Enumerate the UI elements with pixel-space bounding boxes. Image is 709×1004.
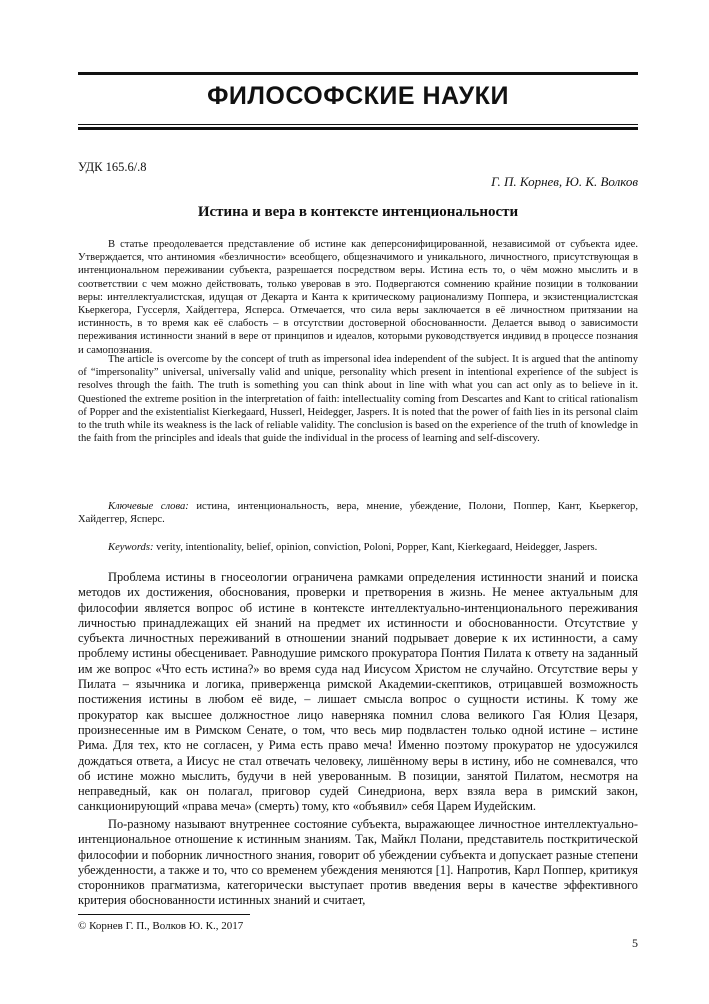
article-authors: Г. П. Корнев, Ю. К. Волков — [491, 174, 638, 189]
section-title: ФИЛОСОФСКИЕ НАУКИ — [207, 82, 509, 110]
keywords-english-list: verity, intentionality, belief, opinion, conviction, Poloni, Popper, Kant, Kierkegaard, Heidegger, Jaspers. — [156, 542, 598, 553]
abstract-english: The article is overcome by the concept of truth as impersonal idea independent of the subject. It is argued that the antinomy of “impersonality” universal, universally valid and unique, personality which present in intentional experience of the subject is resolves through the faith. The truth is something you can think about in line with what you can act only as to believe in it. Questioned the extreme position in the interpretation of faith: intellectuality coming from Descartes and Kant to critical rationalism of Popper and the existentialist Kierkegaard, Husserl, Heidegger, Jaspers. It is noted that the power of faith lies in its personal claim to the truth while its weakness is the lack of reliable validity. The conclusion is based on the experience of the truth of knowledge in the faith from the principles and ideals that guide the individual in the process of learning and self-discovery. — [78, 354, 638, 445]
body-paragraph-1: Проблема истины в гносеологии ограничена рамками определения истинности знаний и поиска методов их достижения, обоснования, проверки и претворения в жизнь. Не менее актуальным для философии является вопрос об истине в контексте интеллектуально-интенционального переживания личностью принадлежащих ей знаний на предмет их истинности и обоснованности. Отсутствие у субъекта личностных переживаний в отношении знаний подрывает доверие к их истинности, а саму проблему истины обесценивает. Равнодушие римского прокуратора Понтия Пилата к ответу на заданный им же вопрос «Что есть истина?» во время суда над Иисусом Христом не случайно. Отсутствие веры у Пилата – язычника и логика, приверженца римской Академии-скептиков, отрицавшей возможность постижения истины в любом её виде, – лишает смысла вопрос о сущности истины. К тому же прокуратор как высшее должностное лицо наверняка помнил слова великого Гая Юлия Цезаря, произнесенные им в Римском Сенате, о том, что весь мир подвластен только одной истине – истине Рима. Для тех, кто не согласен, у Рима есть право меча! Именно поэтому прокуратор не удосужился дождаться ответа, а Иисус не стал отвечать человеку, лишённому веры в истину, ибо не сомневался, что об истине можно мыслить, будучи в ней уверованным. В позиции, занятой Пилатом, несмотря на неправедный, как он полагал, приговор судей Синедриона, верх взяла вера в римский закон, санкционирующий «права меча» (смерть) тому, кто «объявил» себя Царем Иудейским. — [78, 570, 638, 814]
body-paragraph-2: По-разному называют внутреннее состояние субъекта, выражающее личностное интеллектуально-интенциональное отношение к истинным знаниям. Так, Майкл Полани, представитель посткритической философии и поборник личностного знания, говорит об убеждении субъекта и допускает разные степени убежденности, а также и то, что со временем убеждения меняются [1]. Напротив, Карл Поппер, критикуя сторонников прагматизма, категорически выступает против введения веры в качестве эффективного критерия обоснованности истинных знаний и считает, — [78, 817, 638, 908]
keywords-english-label: Keywords: — [108, 542, 154, 553]
header-top-rule — [78, 72, 638, 75]
header-bottom-thick-rule — [78, 127, 638, 130]
udk-code: УДК 165.6/.8 — [78, 160, 147, 174]
keywords-english — [78, 541, 638, 554]
abstract-russian: В статье преодолевается представление об истине как деперсонифицированной, независимой от субъекта идее. Утверждается, что антиномия «безличности» всеобщего, общезначимого и уникального, личностного, присутствующая в интенциональном переживании субъекта, разрешается посредством веры. Истина есть то, о чём можно мыслить и в соответствии с чем можно действовать, только уверовав в это. Подвергаются сомнению крайние позиции в толковании веры: интеллектуалистская, идущая от Декарта и Канта к критическому рационализму Поппера, и экзистенциалистская Кьеркегора, Гуссерля, Хайдеггера, Ясперса. Отмечается, что сила веры заключается в её личностном притязании на истинность, в то время как её слабость – в отсутствии достоверной обоснованности. Делается вывод о зависимости переживания истинности знаний в вере от принципов и идеалов, которыми руководствуется индивид в процессе познания и самопознания. — [78, 239, 638, 356]
page-number: 5 — [632, 936, 638, 950]
keywords-russian — [78, 500, 638, 526]
footnote-rule — [78, 914, 250, 915]
keywords-russian-list: истина, интенциональность, вера, мнение, убеждение, Полони, Поппер, Кант, Кьеркегор, Хайдеггер, Ясперс. — [78, 501, 638, 526]
header-bottom-thin-rule — [78, 124, 638, 125]
copyright-note: © Корнев Г. П., Волков Ю. К., 2017 — [78, 920, 244, 932]
keywords-russian-label: Ключевые слова: — [108, 501, 189, 512]
article-title: Истина и вера в контексте интенциональности — [197, 204, 519, 220]
